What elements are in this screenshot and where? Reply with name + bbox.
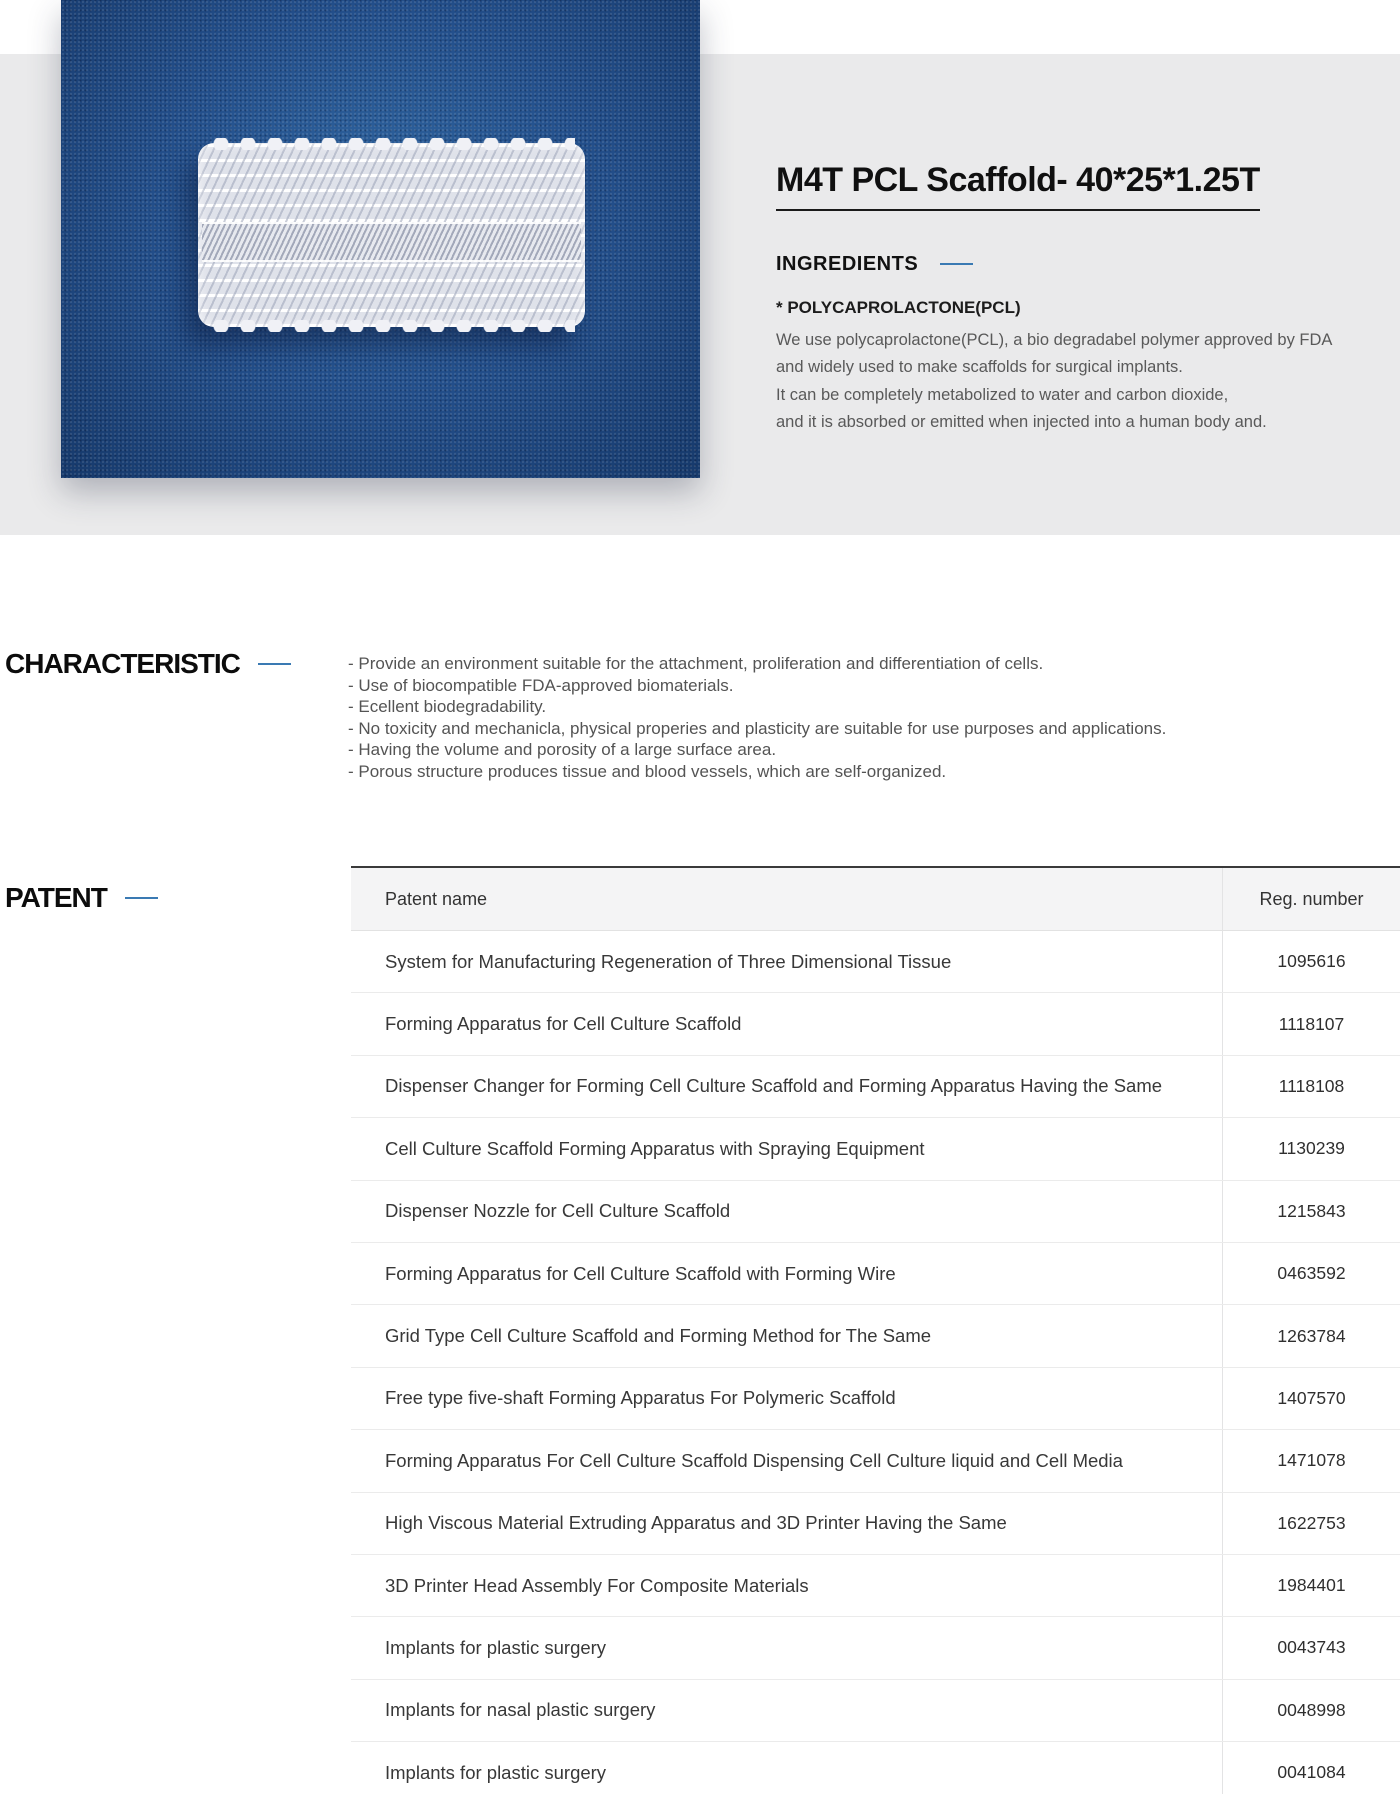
accent-dash-icon — [125, 897, 158, 899]
ingredient-description-line: We use polycaprolactone(PCL), a bio degradabel polymer approved by FDA — [776, 330, 1333, 349]
characteristic-item: - Porous structure produces tissue and blood vessels, which are self-organized. — [348, 761, 947, 781]
reg-number-cell: 1118107 — [1222, 993, 1400, 1054]
characteristic-heading-row — [5, 650, 291, 678]
reg-number-cell: 0043743 — [1222, 1617, 1400, 1678]
table-row — [351, 1367, 1400, 1429]
characteristic-heading: CHARACTERISTIC — [5, 648, 240, 679]
patent-name-cell: High Viscous Material Extruding Apparatus and 3D Printer Having the Same — [385, 1512, 1007, 1534]
patent-name-cell: Forming Apparatus for Cell Culture Scaffold with Forming Wire — [385, 1262, 896, 1284]
patent-name-cell: Implants for plastic surgery — [385, 1636, 607, 1658]
table-row — [351, 1741, 1400, 1794]
table-row — [351, 1429, 1400, 1491]
reg-number-cell: 1095616 — [1222, 931, 1400, 992]
patent-name-cell: Implants for plastic surgery — [385, 1761, 607, 1783]
reg-number-cell: 0463592 — [1222, 1243, 1400, 1304]
reg-number-cell: 0048998 — [1222, 1680, 1400, 1741]
characteristic-item: - Provide an environment suitable for the attachment, proliferation and differentiation of cells. — [348, 654, 1044, 673]
table-row — [351, 1180, 1400, 1242]
ingredients-heading-row — [776, 253, 1356, 276]
table-row — [351, 1616, 1400, 1678]
patent-name-cell: Free type five-shaft Forming Apparatus For Polymeric Scaffold — [385, 1387, 896, 1409]
ingredient-name: * POLYCAPROLACTONE(PCL) — [776, 297, 1021, 317]
table-row — [351, 1117, 1400, 1179]
patent-name-cell: Dispenser Nozzle for Cell Culture Scaffold — [385, 1200, 731, 1222]
column-header-patent-name: Patent name — [385, 888, 488, 909]
ingredient-description-line: and widely used to make scaffolds for surgical implants. — [776, 358, 1183, 377]
reg-number-cell: 1263784 — [1222, 1305, 1400, 1366]
table-row — [351, 992, 1400, 1054]
reg-number-cell: 0041084 — [1222, 1742, 1400, 1794]
patent-name-cell: Grid Type Cell Culture Scaffold and Forming Method for The Same — [385, 1325, 932, 1347]
reg-number-cell: 1130239 — [1222, 1118, 1400, 1179]
patent-name-cell: 3D Printer Head Assembly For Composite Materials — [385, 1574, 809, 1596]
characteristic-item: - Having the volume and porosity of a large surface area. — [348, 740, 777, 760]
reg-number-cell: 1984401 — [1222, 1555, 1400, 1616]
table-row — [351, 931, 1400, 992]
ingredient-description-line: and it is absorbed or emitted when injected into a human body and. — [776, 413, 1267, 432]
patent-name-cell: Forming Apparatus for Cell Culture Scaffold — [385, 1013, 742, 1035]
table-body — [351, 931, 1400, 1794]
patent-heading: PATENT — [5, 882, 107, 913]
reg-number-cell: 1622753 — [1222, 1493, 1400, 1554]
page-title: M4T PCL Scaffold- 40*25*1.25T — [776, 163, 1260, 211]
reg-number-cell: 1118108 — [1222, 1056, 1400, 1117]
characteristic-list — [348, 653, 1348, 783]
table-row — [351, 1304, 1400, 1366]
reg-number-cell: 1215843 — [1222, 1181, 1400, 1242]
ingredient-description — [776, 327, 1356, 437]
reg-number-cell: 1407570 — [1222, 1368, 1400, 1429]
patent-name-cell: Dispenser Changer for Forming Cell Culture Scaffold and Forming Apparatus Having the Same — [385, 1075, 1163, 1097]
reg-number-cell: 1471078 — [1222, 1430, 1400, 1491]
table-row — [351, 1242, 1400, 1304]
accent-dash-icon — [940, 263, 973, 265]
patent-heading-row — [5, 884, 158, 912]
patent-name-cell: Cell Culture Scaffold Forming Apparatus with Spraying Equipment — [385, 1137, 925, 1159]
ingredients-heading: INGREDIENTS — [776, 252, 919, 275]
patent-name-cell: System for Manufacturing Regeneration of Three Dimensional Tissue — [385, 950, 952, 972]
patent-section — [0, 866, 1400, 1794]
table-row — [351, 1679, 1400, 1741]
characteristic-item: - No toxicity and mechanicla, physical properies and plasticity are suitable for use purposes and applications. — [348, 718, 1167, 738]
table-row — [351, 1492, 1400, 1554]
ingredient-description-line: It can be completely metabolized to water and carbon dioxide, — [776, 385, 1229, 404]
characteristic-item: - Ecellent biodegradability. — [348, 697, 547, 717]
accent-dash-icon — [258, 663, 291, 665]
column-header-reg-number: Reg. number — [1222, 868, 1400, 930]
table-row — [351, 1554, 1400, 1616]
table-row — [351, 1055, 1400, 1117]
patent-name-cell: Implants for nasal plastic surgery — [385, 1699, 656, 1721]
table-header — [351, 868, 1400, 931]
product-photo — [61, 0, 700, 478]
hero-text-block — [776, 163, 1356, 437]
patent-name-cell: Forming Apparatus For Cell Culture Scaffold Dispensing Cell Culture liquid and Cell Media — [385, 1449, 1123, 1471]
patent-table — [351, 866, 1400, 1794]
pcl-scaffold-image — [198, 143, 585, 327]
scaffold-mesh-band — [202, 222, 581, 262]
characteristic-item: - Use of biocompatible FDA-approved biomaterials. — [348, 675, 734, 695]
